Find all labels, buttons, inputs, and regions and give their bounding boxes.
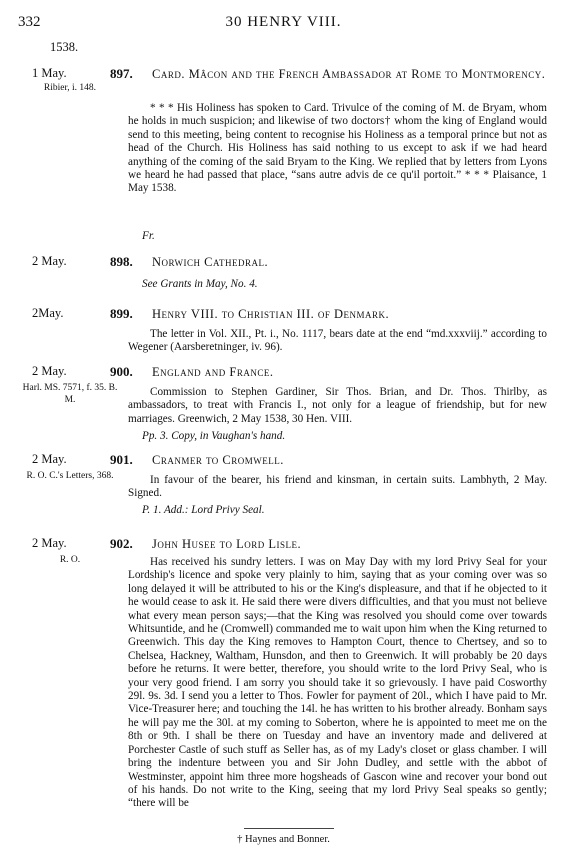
entry-heading: John Husee to Lord Lisle. xyxy=(152,537,302,551)
entry-number: 900. xyxy=(110,364,133,379)
page-number: 332 xyxy=(18,14,41,30)
entry-number: 899. xyxy=(110,306,133,321)
footnote-divider xyxy=(244,828,334,829)
entry-date: 2 May. xyxy=(32,452,67,466)
footnote: † Haynes and Bonner. xyxy=(237,834,330,845)
entry-heading: Cranmer to Cromwell. xyxy=(152,453,284,467)
entry-body xyxy=(128,102,547,196)
entry-body xyxy=(128,386,547,426)
entry-note xyxy=(142,230,547,243)
entry-source-ref: Harl. MS. 7571, f. 35. B. M. xyxy=(22,383,118,405)
page-header xyxy=(18,14,549,36)
entry-note xyxy=(142,430,547,443)
entry-number: 897. xyxy=(110,66,133,81)
entry-source-ref: R. O. C.'s Letters, 368. xyxy=(26,471,114,481)
running-title: 30 HENRY VIII. xyxy=(225,14,342,30)
entry-date: 2 May. xyxy=(32,254,67,268)
entry-number: 898. xyxy=(110,254,133,269)
entry-body-text: Commission to Stephen Gardiner, Sir Thos. Brian, and Dr. Thos. Thirlby, as ambassadors, to treat with Francis I., not only for a league of friendship, but for new marriages. Greenwich, 2 May 1538, 30 Hen. VIII. xyxy=(128,386,547,425)
entry-number: 902. xyxy=(110,536,133,551)
entry-date: 2 May. xyxy=(32,364,67,378)
entry-note-text: Fr. xyxy=(142,230,155,242)
entry-body xyxy=(128,556,547,811)
entry-note-text: See Grants in May, No. 4. xyxy=(142,278,258,290)
entry-date: 2May. xyxy=(32,306,64,320)
entry-note-text: Pp. 3. Copy, in Vaughan's hand. xyxy=(142,430,286,442)
entry-date: 1 May. xyxy=(32,66,67,80)
entry-source-ref: Ribier, i. 148. xyxy=(43,83,97,93)
entry-body-text: In favour of the bearer, his friend and kinsman, in certain suits. Lambhyth, 2 May. Signed. xyxy=(128,474,547,500)
entry-heading: Card. Mâcon and the French Ambassador at Rome to Montmorency. xyxy=(152,67,546,81)
entry-body-text: The letter in Vol. XII., Pt. i., No. 1117, bears date at the end “md.xxxviij.” according to Wegener (Aarsberetninger, iv. 96). xyxy=(128,328,547,354)
entry-heading: Henry VIII. to Christian III. of Denmark. xyxy=(152,307,390,321)
entry-heading: Norwich Cathedral. xyxy=(152,255,269,269)
entry-date: 2 May. xyxy=(32,536,67,550)
entry-body-text: Has received his sundry letters. I was on May Day with my lord Privy Seal for your Lordship's licence and spoke very plainly to him, saying that as your coming over was so long delayed it will be attributed to his or the King's displeasure, and that if he objected to it he would cease to ask it. He said there were divers difficulties, and that you must not believe what every mean person says;—that the King was resolved you should come over towards Whitsuntide, and he (Cromwell) commanded me to wait upon him when the King returned to Greenwich. This day the King removes to Hampton Court, thence to Chertsey, and so to Chelsea, Hackney, Waltham, Hunsdon, and then to Greenwich. It will probably be 20 days before he returns. It were better, therefore, you should write to the lord Privy Seal, who is your very good friend. I am sorry you should take it so grievously. I have paid Cosworthy 29l. 9s. 3d. I send you a letter to Thos. Fowler for payment of 20l., which I have paid to Mr. Vice-Treasurer here; and touching the 14l. he has written to his brother already. Bonham says he will pay me the 30l. at my coming to Soberton, where he is appointed to meet me on the 8th or 9th. I shall be there on Tuesday and have an inventory made and delivered at Porchester Castle of such stuff as Seller has, as of my Lady's closet or glass chamber. I will bring the indenture between you and Sir John Dudley, and settle with the abbot of Westminster, appoint him three more hogsheads of Gascon wine and recover your bond out of his hands. Do not write to the King, seeing that my lord Privy Seal speaks so gently; “there will be xyxy=(128,556,547,810)
entry-source-ref: R. O. xyxy=(59,555,81,565)
entry-number: 901. xyxy=(110,452,133,467)
entry-heading: England and France. xyxy=(152,365,274,379)
entry-body xyxy=(128,328,547,355)
entry-body-text: * * * His Holiness has spoken to Card. Trivulce of the coming of M. de Bryam, whom he holds in much suspicion; and likewise of two doctors† whom the king of England would send to this meeting, being content to recognise his Holiness as a temporal prince but not as head of the Church. His Holiness has said nothing to us except to ask if we had heard anything of the coming of the said Bryam to the King. We replied that by letters from Lyons we heard he had passed that place, “sans autre advis de ce qu'il portoit.” * * * Plaisance, 1 May 1538. xyxy=(128,102,547,195)
year-label: 1538. xyxy=(50,40,79,54)
entry-note xyxy=(142,278,547,291)
entry-note-text: P. 1. Add.: Lord Privy Seal. xyxy=(142,504,265,516)
entry-note xyxy=(142,504,547,517)
entry-body xyxy=(128,474,547,501)
